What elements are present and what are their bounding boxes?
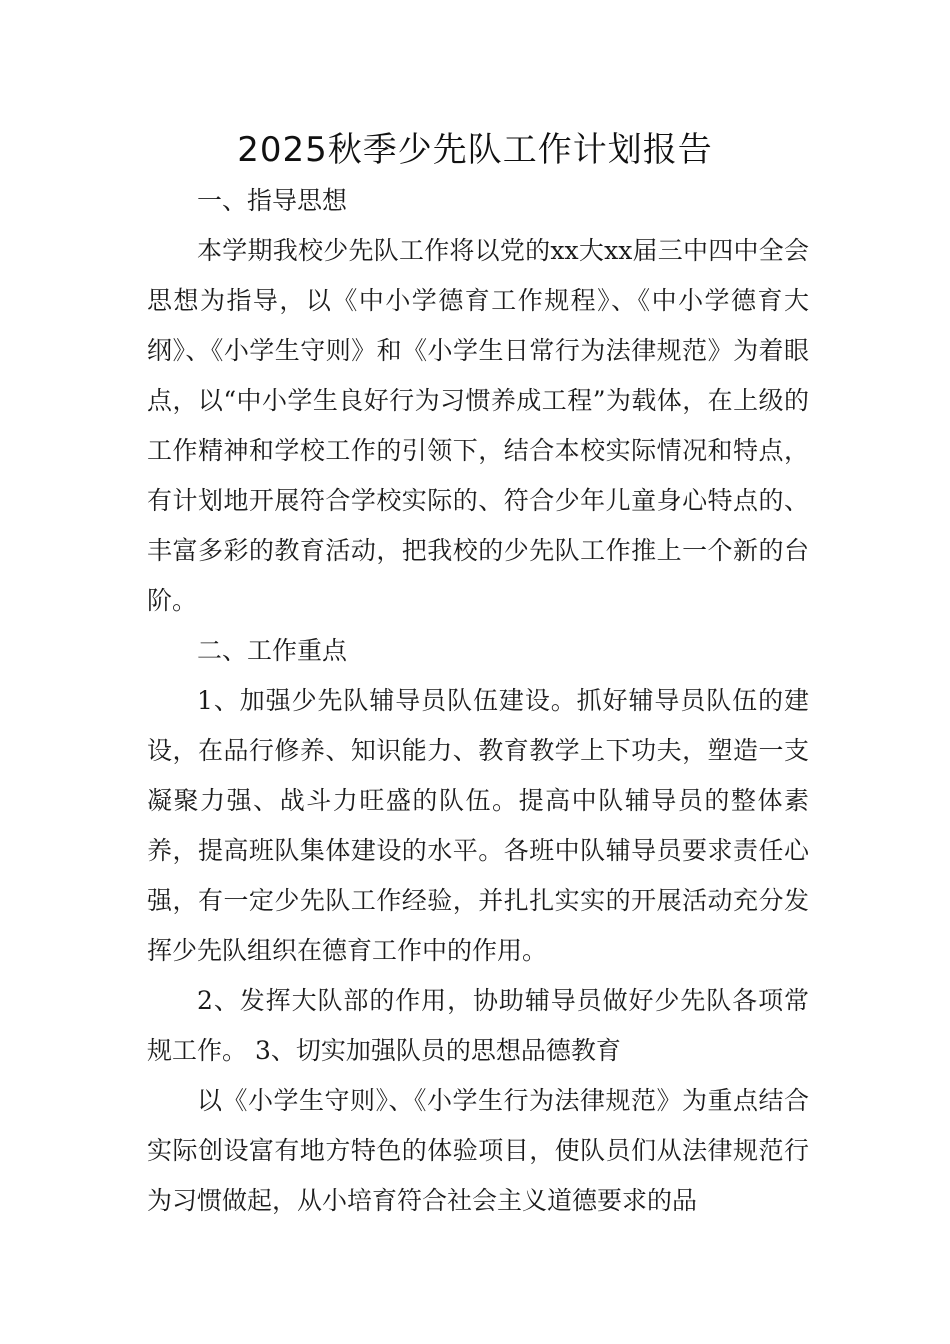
paragraph-guiding-ideology: 本学期我校少先队工作将以党的xx大xx届三中四中全会思想为指导，以《中小学德育工作规程》、《中小学德育大纲》、《小学生守则》和《小学生日常行为法律规范》为着眼点，以“中小学生良好行为习惯养成工程”为载体，在上级的工作精神和学校工作的引领下，结合本校实际情况和特点，有计划地开展符合学校实际的、符合少年儿童身心特点的、丰富多彩的教育活动，把我校的少先队工作推上一个新的台阶。: [147, 236, 809, 615]
paragraph-moral-education: 以《小学生守则》、《小学生行为法律规范》为重点结合实际创设富有地方特色的体验项目，使队员们从法律规范行为习惯做起，从小培育符合社会主义道德要求的品: [147, 1086, 809, 1215]
document-body: [147, 176, 809, 1226]
paragraph-brigade-role: 2、发挥大队部的作用，协助辅导员做好少先队各项常规工作。 3、切实加强队员的思想品德教育: [147, 986, 809, 1065]
document-title: 2025秋季少先队工作计划报告: [237, 130, 713, 170]
paragraph-counselor-team: 1、加强少先队辅导员队伍建设。抓好辅导员队伍的建设，在品行修养、知识能力、教育教学上下功夫，塑造一支凝聚力强、战斗力旺盛的队伍。提高中队辅导员的整体素养，提高班队集体建设的水平。各班中队辅导员要求责任心强，有一定少先队工作经验，并扎扎实实的开展活动充分发挥少先队组织在德育工作中的作用。: [147, 686, 809, 965]
section-heading-guiding-ideology: 一、指导思想: [197, 186, 348, 215]
section-heading-work-focus: 二、工作重点: [197, 636, 348, 665]
